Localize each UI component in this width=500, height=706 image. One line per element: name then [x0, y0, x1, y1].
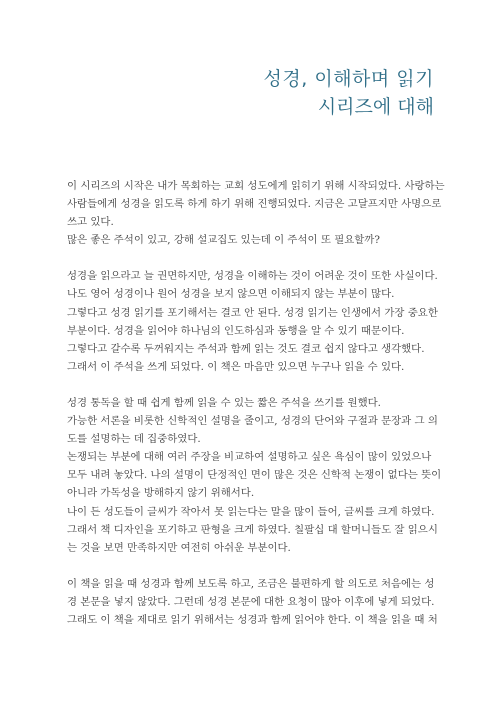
text-line: 성경 통독을 할 때 쉽게 함께 읽을 수 있는 짧은 주석을 쓰기를 원했다. — [67, 396, 381, 409]
paragraph-3 — [67, 394, 442, 557]
text-line: 아니라 가독성을 방해하지 않기 위해서다. — [67, 487, 255, 500]
paragraph-gap — [67, 557, 433, 575]
text-line: 사람들에게 성경을 읽도록 하게 하기 위해 진행되었다. 지금은 고달프지만 사명으로 — [67, 198, 442, 211]
paragraph-4 — [67, 575, 438, 629]
paragraph-gap — [67, 376, 433, 394]
text-line: 나이 든 성도들이 글씨가 작아서 못 읽는다는 말을 많이 들어, 글씨를 크게 하였다. — [67, 505, 435, 518]
text-line: 이 책을 읽을 때 성경과 함께 보도록 하고, 조금은 불편하게 할 의도로 처음에는 성 — [67, 577, 435, 590]
title-block — [264, 66, 434, 120]
text-line: 나도 영어 성경이나 원어 성경을 보지 않으면 이해되지 않는 부분이 많다. — [67, 288, 395, 301]
paragraph-1 — [67, 177, 445, 249]
paragraph-2 — [67, 267, 438, 376]
text-line: 그래서 이 주석을 쓰게 되었다. 이 책은 마음만 있으면 누구나 읽을 수 있다. — [67, 360, 405, 373]
text-line: 이 시리즈의 시작은 내가 목회하는 교회 성도에게 읽히기 위해 시작되었다. 사랑하는 — [67, 180, 445, 192]
text-line: 성경을 읽으라고 늘 권면하지만, 성경을 이해하는 것이 어려운 것이 또한 사실이다. — [67, 270, 438, 283]
text-line: 쓰고 있다. — [67, 216, 114, 229]
text-line: 많은 좋은 주석이 있고, 강해 설교집도 있는데 이 주석이 또 필요할까? — [67, 234, 380, 247]
text-line: 부분이다. 성경을 읽어야 하나님의 인도하심과 동행을 알 수 있기 때문이다. — [67, 324, 405, 337]
paragraph-gap — [67, 249, 433, 267]
text-line: 가능한 서론을 비롯한 신학적인 설명을 줄이고, 성경의 단어와 구절과 문장과 그 의 — [67, 415, 438, 428]
page-title: 성경, 이해하며 읽기 — [263, 68, 434, 90]
text-line: 는 것을 보면 만족하지만 여전히 아쉬운 부분이다. — [67, 541, 291, 554]
text-line: 그래서 책 디자인을 포기하고 판형을 크게 하였다. 칠팔십 대 할머니들도 잘 읽으시 — [67, 523, 438, 536]
text-line: 모두 내려 놓았다. 나의 설명이 단정적인 면이 많은 것은 신학적 논쟁이 없다는 뜻이 — [67, 469, 442, 482]
text-line: 경 본문을 넣지 않았다. 그런데 성경 본문에 대한 요청이 많아 이후에 넣게 되었다. — [67, 595, 435, 608]
page-subtitle: 시리즈에 대해 — [317, 96, 434, 118]
text-line: 그래도 이 책을 제대로 읽기 위해서는 성경과 함께 읽어야 한다. 이 책을 읽을 때 처 — [67, 613, 438, 626]
text-line: 도를 설명하는 데 집중하였다. — [67, 433, 201, 446]
text-line: 그렇다고 성경 읽기를 포기해서는 결코 안 된다. 성경 읽기는 인생에서 가장 중요한 — [67, 306, 438, 319]
text-line: 그렇다고 갈수록 두꺼워지는 주석과 함께 읽는 것도 결코 쉽지 않다고 생각했다. — [67, 342, 425, 355]
body-text — [67, 177, 445, 629]
text-line: 논쟁되는 부분에 대해 여러 주장을 비교하여 설명하고 싶은 욕심이 많이 있었으나 — [67, 451, 432, 464]
